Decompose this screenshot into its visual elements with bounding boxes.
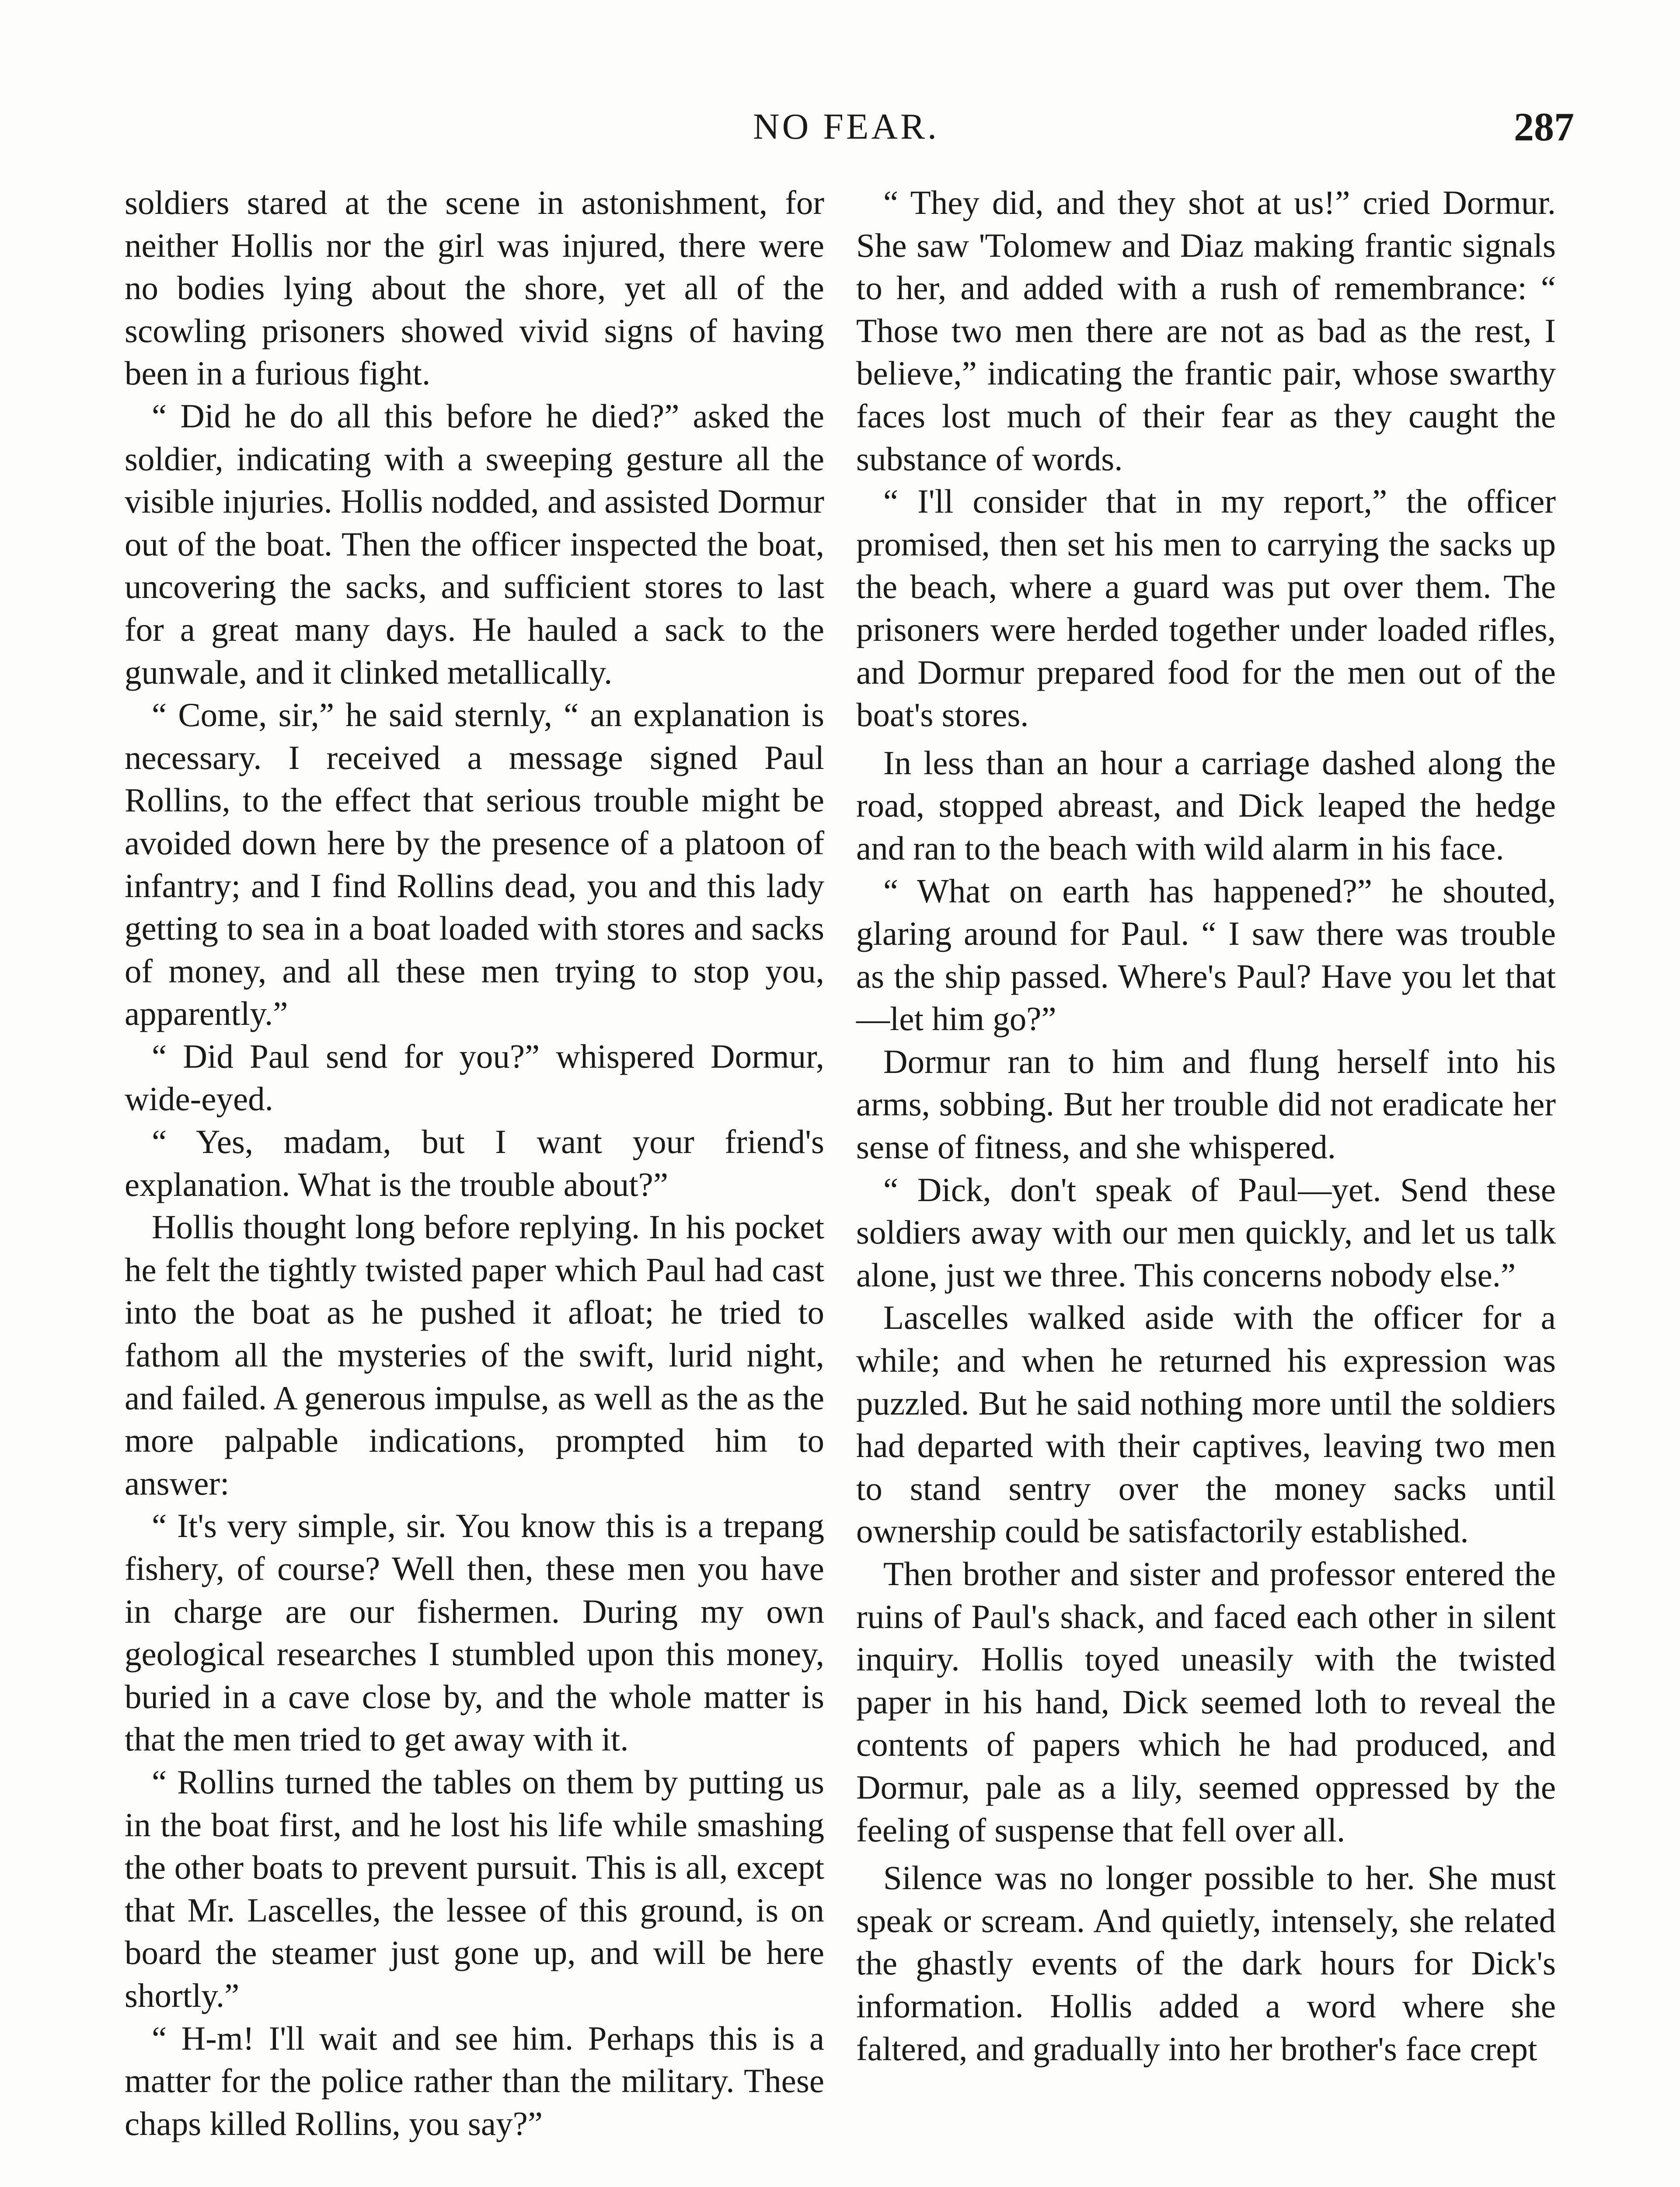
right-column — [856, 182, 1556, 2070]
paragraph: soldiers stared at the scene in astonishment, for neither Hollis nor the girl was injured, there were no bodies lying about the shore, yet all of the scowling prisoners showed vivid signs of having been in a furious fight. — [125, 184, 824, 392]
paragraph: “ Dick, don't speak of Paul—yet. Send these soldiers away with our men quickly, and let us talk alone, just we three. This concerns nobody else.” — [856, 1170, 1556, 1294]
left-column — [125, 182, 824, 2145]
paragraph: Lascelles walked aside with the officer for a while; and when he returned his expression was puzzled. But he said nothing more until the soldiers had departed with their captives, leaving two men to stand sentry over the money sacks until ownership could be satisfactorily established. — [856, 1299, 1556, 1550]
paragraph: Then brother and sister and professor entered the ruins of Paul's shack, and faced each other in silent inquiry. Hollis toyed uneasily with the twisted paper in his hand, Dick seemed loth to reveal the contents of papers which he had produced, and Dormur, pale as a lily, seemed oppressed by the feeling of suspense that fell over all. — [856, 1555, 1556, 1849]
paragraph: In less than an hour a carriage dashed along the road, stopped abreast, and Dick leaped the hedge and ran to the beach with wild alarm in his face. — [856, 744, 1556, 867]
paragraph: “ Come, sir,” he said sternly, “ an explanation is necessary. I received a message signed Paul Rollins, to the effect that serious trouble might be avoided down here by the presence of a platoon of infantry; and I find Rollins dead, you and this lady getting to sea in a boat loaded with stores and sacks of money, and all these men trying to stop you, apparently.” — [125, 696, 824, 1033]
paragraph: “ Did he do all this before he died?” asked the soldier, indicating with a sweeping gesture all the visible injuries. Hollis nodded, and assisted Dormur out of the boat. Then the officer inspected the boat, uncovering the sacks, and sufficient stores to last for a great many days. He hauled a sack to the gunwale, and it clinked metallically. — [125, 397, 824, 691]
paragraph: “ Rollins turned the tables on them by putting us in the boat first, and he lost his life while smashing the other boats to prevent pursuit. This is all, except that Mr. Lascelles, the lessee of this ground, is on board the steamer just gone up, and will be here shortly.” — [125, 1763, 824, 2014]
paragraph: “ What on earth has happened?” he shouted, glaring around for Paul. “ I saw there was trouble as the ship passed. Where's Paul? Have you let that—let him go?” — [856, 872, 1556, 1038]
paragraph: Silence was no longer possible to her. She must speak or scream. And quietly, intensely, she related the ghastly events of the dark hours for Dick's information. Hollis added a word where she faltered, and gradually into her brother's face crept — [856, 1859, 1556, 2068]
paragraph: “ Did Paul send for you?” whispered Dormur, wide-eyed. — [125, 1037, 824, 1118]
paragraph: “ I'll consider that in my report,” the officer promised, then set his men to carrying the sacks up the beach, where a guard was put over them. The prisoners were herded together under loaded rifles, and Dormur prepared food for the men out of the boat's stores. — [856, 482, 1556, 734]
paragraph: “ It's very simple, sir. You know this is a trepang fishery, of course? Well then, these men you have in charge are our fishermen. During my own geological researches I stumbled upon this money, buried in a cave close by, and the whole matter is that the men tried to get away with it. — [125, 1507, 824, 1758]
paragraph: “ H-m! I'll wait and see him. Perhaps this is a matter for the police rather than the military. These chaps killed Rollins, you say?” — [125, 2019, 824, 2142]
page-number: 287 — [1514, 105, 1574, 149]
paragraph: Dormur ran to him and flung herself into his arms, sobbing. But her trouble did not eradicate her sense of fitness, and she whispered. — [856, 1042, 1556, 1166]
paragraph: “ They did, and they shot at us!” cried Dormur. She saw 'Tolomew and Diaz making frantic signals to her, and added with a rush of remembrance: “ Those two men there are not as bad as the rest, I believe,” indicating the frantic pair, whose swarthy faces lost much of their fear as they caught the substance of words. — [856, 184, 1556, 478]
running-title: NO FEAR. — [753, 106, 940, 147]
running-head — [118, 94, 1574, 160]
paragraph: “ Yes, madam, but I want your friend's explanation. What is the trouble about?” — [125, 1123, 824, 1203]
paragraph: Hollis thought long before replying. In his pocket he felt the tightly twisted paper which Paul had cast into the boat as he pushed it afloat; he tried to fathom all the mysteries of the swift, lurid night, and failed. A generous impulse, as well as the as the more palpable indications, prompted him to answer: — [125, 1208, 824, 1502]
